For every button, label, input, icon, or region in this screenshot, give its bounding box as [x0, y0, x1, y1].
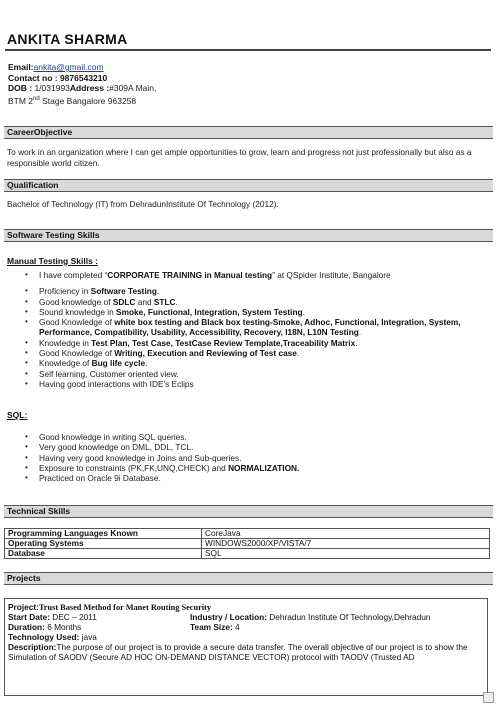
- item-bold: Software Testing: [90, 286, 157, 297]
- list-item: [39, 348, 479, 358]
- item-text: ” at QSpider Institute, Bangalore: [272, 270, 391, 280]
- table-cell-value: SQL: [202, 549, 490, 559]
- page-corner-icon: [483, 692, 494, 703]
- dob-label: DOB :: [8, 83, 35, 93]
- list-item: [39, 463, 479, 473]
- item-text: Proficiency in: [39, 286, 91, 297]
- description-text: The purpose of our project is to provide a secure data transfer. The overall objective of our project is to show the Simulation of SAODV (Secure AD HOC ON-DEMAND DISTANCE VECTOR) protocol with TAODV (Trusted AD: [8, 642, 468, 662]
- address-line2-post: Stage Bangalore 963258: [39, 95, 137, 106]
- table-row: [5, 529, 490, 539]
- start-date-label: Start Date:: [8, 612, 53, 622]
- contact-block: [8, 62, 156, 106]
- list-item: [39, 297, 479, 307]
- sql-heading-suffix: :: [24, 410, 28, 420]
- table-cell-key: Programming Languages Known: [5, 529, 202, 539]
- list-item: [39, 338, 479, 348]
- list-item: [39, 317, 479, 338]
- email-line: [8, 62, 156, 73]
- item-text: .: [355, 337, 358, 348]
- address-line-2: [8, 94, 156, 106]
- table-cell-key: Database: [5, 549, 202, 559]
- team-size-line: [190, 623, 240, 633]
- item-bold: CORPORATE TRAINING in Manual testing: [107, 270, 273, 280]
- industry-value: Dehradun Institute Of Technology,Dehradun: [269, 612, 431, 622]
- table-row: [5, 549, 490, 559]
- description-label: Description:: [8, 642, 57, 652]
- project-title: Trust Based Method for Manet Routing Security: [38, 603, 211, 612]
- address-line1: #309A Main,: [109, 83, 157, 93]
- item-text: Good Knowledge of: [39, 348, 115, 359]
- item-text: Sound knowledge in: [39, 306, 117, 317]
- list-item: • Practiced on Oracle 9i Database.: [39, 473, 479, 483]
- address-label: Address :: [69, 83, 110, 93]
- item-text: .: [302, 306, 305, 317]
- contact-label: Contact no :: [8, 72, 60, 83]
- dob-value: 1/031993: [34, 83, 70, 93]
- industry-label: Industry / Location:: [190, 612, 270, 622]
- manual-testing-list: [39, 270, 479, 389]
- list-item: [39, 307, 479, 317]
- duration-value: 6 Months: [47, 622, 82, 632]
- item-bold: Smoke, Functional, Integration, System Testing: [116, 306, 303, 317]
- item-bold: Writing, Execution and Reviewing of Test case: [114, 348, 297, 359]
- list-item: • Good knowledge in writing SQL queries.: [39, 432, 479, 442]
- item-text: Exposure to constraints (PK,FK,UNQ,CHECK) and: [39, 462, 229, 473]
- address-line2-pre: BTM 2: [8, 95, 34, 106]
- duration-label: Duration:: [8, 622, 48, 632]
- list-item: • Having good interactions with IDE's Eclips: [39, 379, 479, 389]
- team-size-value: 4: [235, 622, 240, 632]
- item-bold: SDLC: [112, 296, 136, 307]
- table-cell-value: WINDOWS2000/XP/VISTA/7: [202, 539, 490, 549]
- sql-heading-text: SQL: [7, 410, 25, 420]
- item-bold: Test Plan, Test Case, TestCase Review Template,Traceability Matrix: [91, 337, 356, 348]
- item-text: .: [145, 358, 148, 369]
- item-text: .: [296, 348, 300, 359]
- team-size-label: Team Size:: [190, 622, 236, 632]
- qualification-text: Bachelor of Technology (IT) from DehradunInstitute Of Technology (2012).: [7, 199, 279, 209]
- item-text: I have completed “: [39, 270, 108, 280]
- item-text: .: [156, 286, 160, 297]
- technical-skills-heading: Technical Skills: [4, 505, 493, 518]
- list-item: [39, 286, 479, 296]
- item-text: Good knowledge of: [39, 296, 113, 307]
- name-divider: [5, 49, 491, 51]
- dob-line: [8, 83, 156, 94]
- list-item: • Very good knowledge on DML, DDL, TCL.: [39, 442, 479, 452]
- list-item: • Having very good knowledge in Joins and Sub-queries.: [39, 453, 479, 463]
- item-text: .: [358, 327, 362, 338]
- contact-value: 9876543210: [59, 72, 108, 83]
- list-item: [39, 358, 479, 368]
- qualification-heading: Qualification: [4, 179, 493, 192]
- item-text: Good Knowledge of: [39, 317, 115, 328]
- item-bold: NORMALIZATION.: [228, 462, 300, 473]
- table-row: [5, 539, 490, 549]
- item-text: Knowledge of: [39, 358, 92, 369]
- list-item: [39, 270, 479, 280]
- career-objective-heading: CareerObjective: [4, 126, 493, 139]
- software-testing-heading: Software Testing Skills: [4, 229, 493, 242]
- contact-line: [8, 73, 156, 84]
- career-objective-text: To work in an organization where I can get ample opportunities to grow, learn and progress not just professionally but also as a responsible world citizen.: [7, 147, 472, 168]
- description-block: [8, 643, 486, 662]
- candidate-name: ANKITA SHARMA: [7, 31, 128, 47]
- email-link[interactable]: ankita@gmail.com: [33, 62, 104, 72]
- item-text: and: [135, 296, 154, 307]
- project-label: Project:: [8, 602, 39, 612]
- table-cell-value: CoreJava: [202, 529, 490, 539]
- manual-testing-heading: Manual Testing Skills :: [7, 256, 98, 266]
- technology-value: java: [81, 632, 97, 642]
- sql-heading: [7, 410, 27, 420]
- email-label: Email:: [8, 62, 34, 72]
- start-date-value: DEC – 2011: [52, 612, 97, 622]
- address-line2-sup: nd: [33, 95, 40, 102]
- item-text: .: [175, 296, 178, 307]
- list-item: • Self learning, Customer oriented view.: [39, 369, 479, 379]
- projects-heading: Projects: [4, 572, 493, 585]
- technical-skills-table: [4, 528, 490, 559]
- item-bold: white box testing and Black box testing-Smoke, Adhoc, Functional, Integration, System, Performance, Compatibility, Usability, Accessibility, Recovery, I18N, L10N Testing: [39, 317, 461, 338]
- item-text: Knowledge in: [39, 337, 92, 348]
- item-bold: STLC: [153, 296, 176, 307]
- technology-label: Technology Used:: [8, 632, 82, 642]
- sql-list: [39, 432, 479, 483]
- table-cell-key: Operating Systems: [5, 539, 202, 549]
- item-bold: Bug life cycle: [91, 358, 146, 369]
